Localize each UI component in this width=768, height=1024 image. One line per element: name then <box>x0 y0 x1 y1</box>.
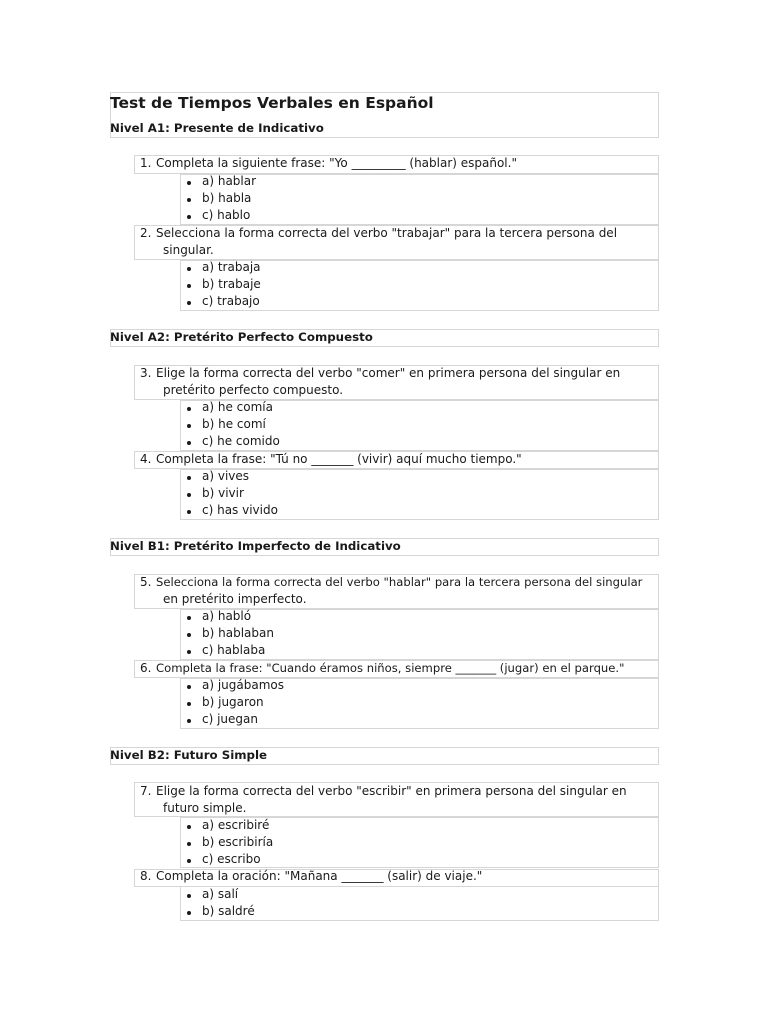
bullet-icon <box>187 441 191 445</box>
question-1-option-b: b) habla <box>202 191 252 205</box>
question-1-number: 1. <box>140 156 152 170</box>
question-7-number: 7. <box>140 784 152 798</box>
question-6-text: Completa la frase: "Cuando éramos niños, siempre _______ (jugar) en el parque." <box>156 661 625 675</box>
level-heading-a1: Nivel A1: Presente de Indicativo <box>110 121 324 135</box>
question-3-text-line-2: pretérito perfecto compuesto. <box>163 383 344 397</box>
bullet-icon <box>187 198 191 202</box>
question-3-option-a: a) he comía <box>202 400 273 414</box>
question-3-option-c: c) he comido <box>202 434 280 448</box>
bullet-icon <box>187 616 191 620</box>
document-title: Test de Tiempos Verbales en Español <box>110 94 434 112</box>
question-2-option-b: b) trabaje <box>202 277 261 291</box>
bullet-icon <box>187 859 191 863</box>
level-heading-a2: Nivel A2: Pretérito Perfecto Compuesto <box>110 330 373 344</box>
question-3-option-b: b) he comí <box>202 417 266 431</box>
question-2-text-line-2: singular. <box>163 243 214 257</box>
question-3-text-line-1: Elige la forma correcta del verbo "comer" en primera persona del singular en <box>156 366 621 380</box>
bullet-icon <box>187 181 191 185</box>
question-6-option-b: b) jugaron <box>202 695 264 709</box>
question-5-text-line-2: en pretérito imperfecto. <box>163 592 307 606</box>
question-4-number: 4. <box>140 452 152 466</box>
question-8-option-a: a) salí <box>202 887 239 901</box>
level-heading-b1: Nivel B1: Pretérito Imperfecto de Indicativo <box>110 539 401 553</box>
question-7-option-c: c) escribo <box>202 852 261 866</box>
bullet-icon <box>187 633 191 637</box>
bullet-icon <box>187 215 191 219</box>
bullet-icon <box>187 911 191 915</box>
question-2-text-line-1: Selecciona la forma correcta del verbo "trabajar" para la tercera persona del <box>156 226 618 240</box>
question-5-option-c: c) hablaba <box>202 643 266 657</box>
question-7-text-line-1: Elige la forma correcta del verbo "escribir" en primera persona del singular en <box>156 784 627 798</box>
question-2-option-c: c) trabajo <box>202 294 260 308</box>
question-6-number: 6. <box>140 661 152 675</box>
question-4-text: Completa la frase: "Tú no _______ (vivir) aquí mucho tiempo." <box>156 452 522 466</box>
question-5-option-a: a) habló <box>202 609 252 623</box>
question-6-option-c: c) juegan <box>202 712 258 726</box>
bullet-icon <box>187 685 191 689</box>
bullet-icon <box>187 719 191 723</box>
bullet-icon <box>187 702 191 706</box>
bullet-icon <box>187 407 191 411</box>
question-4-option-a: a) vives <box>202 469 250 483</box>
bullet-icon <box>187 650 191 654</box>
bullet-icon <box>187 493 191 497</box>
question-4-option-b: b) vivir <box>202 486 244 500</box>
bullet-icon <box>187 424 191 428</box>
bullet-icon <box>187 825 191 829</box>
question-3-number: 3. <box>140 366 152 380</box>
bullet-icon <box>187 842 191 846</box>
bullet-icon <box>187 267 191 271</box>
bullet-icon <box>187 510 191 514</box>
question-1-text: Completa la siguiente frase: "Yo _________ (hablar) español." <box>156 156 517 170</box>
bullet-icon <box>187 284 191 288</box>
level-heading-b2: Nivel B2: Futuro Simple <box>110 748 268 762</box>
question-5-option-b: b) hablaban <box>202 626 274 640</box>
bullet-icon <box>187 301 191 305</box>
question-1-option-a: a) hablar <box>202 174 257 188</box>
question-2-option-a: a) trabaja <box>202 260 261 274</box>
question-2-number: 2. <box>140 226 152 240</box>
question-4-option-c: c) has vivido <box>202 503 278 517</box>
question-5-number: 5. <box>140 575 152 589</box>
question-8-option-b: b) saldré <box>202 904 255 918</box>
bullet-icon <box>187 894 191 898</box>
question-8-text: Completa la oración: "Mañana _______ (salir) de viaje." <box>156 869 483 883</box>
question-5-text-line-1: Selecciona la forma correcta del verbo "hablar" para la tercera persona del singular <box>156 575 643 589</box>
bullet-icon <box>187 476 191 480</box>
question-7-text-line-2: futuro simple. <box>163 801 247 815</box>
question-8-number: 8. <box>140 869 152 883</box>
question-7-option-a: a) escribiré <box>202 818 270 832</box>
question-1-option-c: c) hablo <box>202 208 251 222</box>
question-7-option-b: b) escribiría <box>202 835 274 849</box>
question-6-option-a: a) jugábamos <box>202 678 285 692</box>
